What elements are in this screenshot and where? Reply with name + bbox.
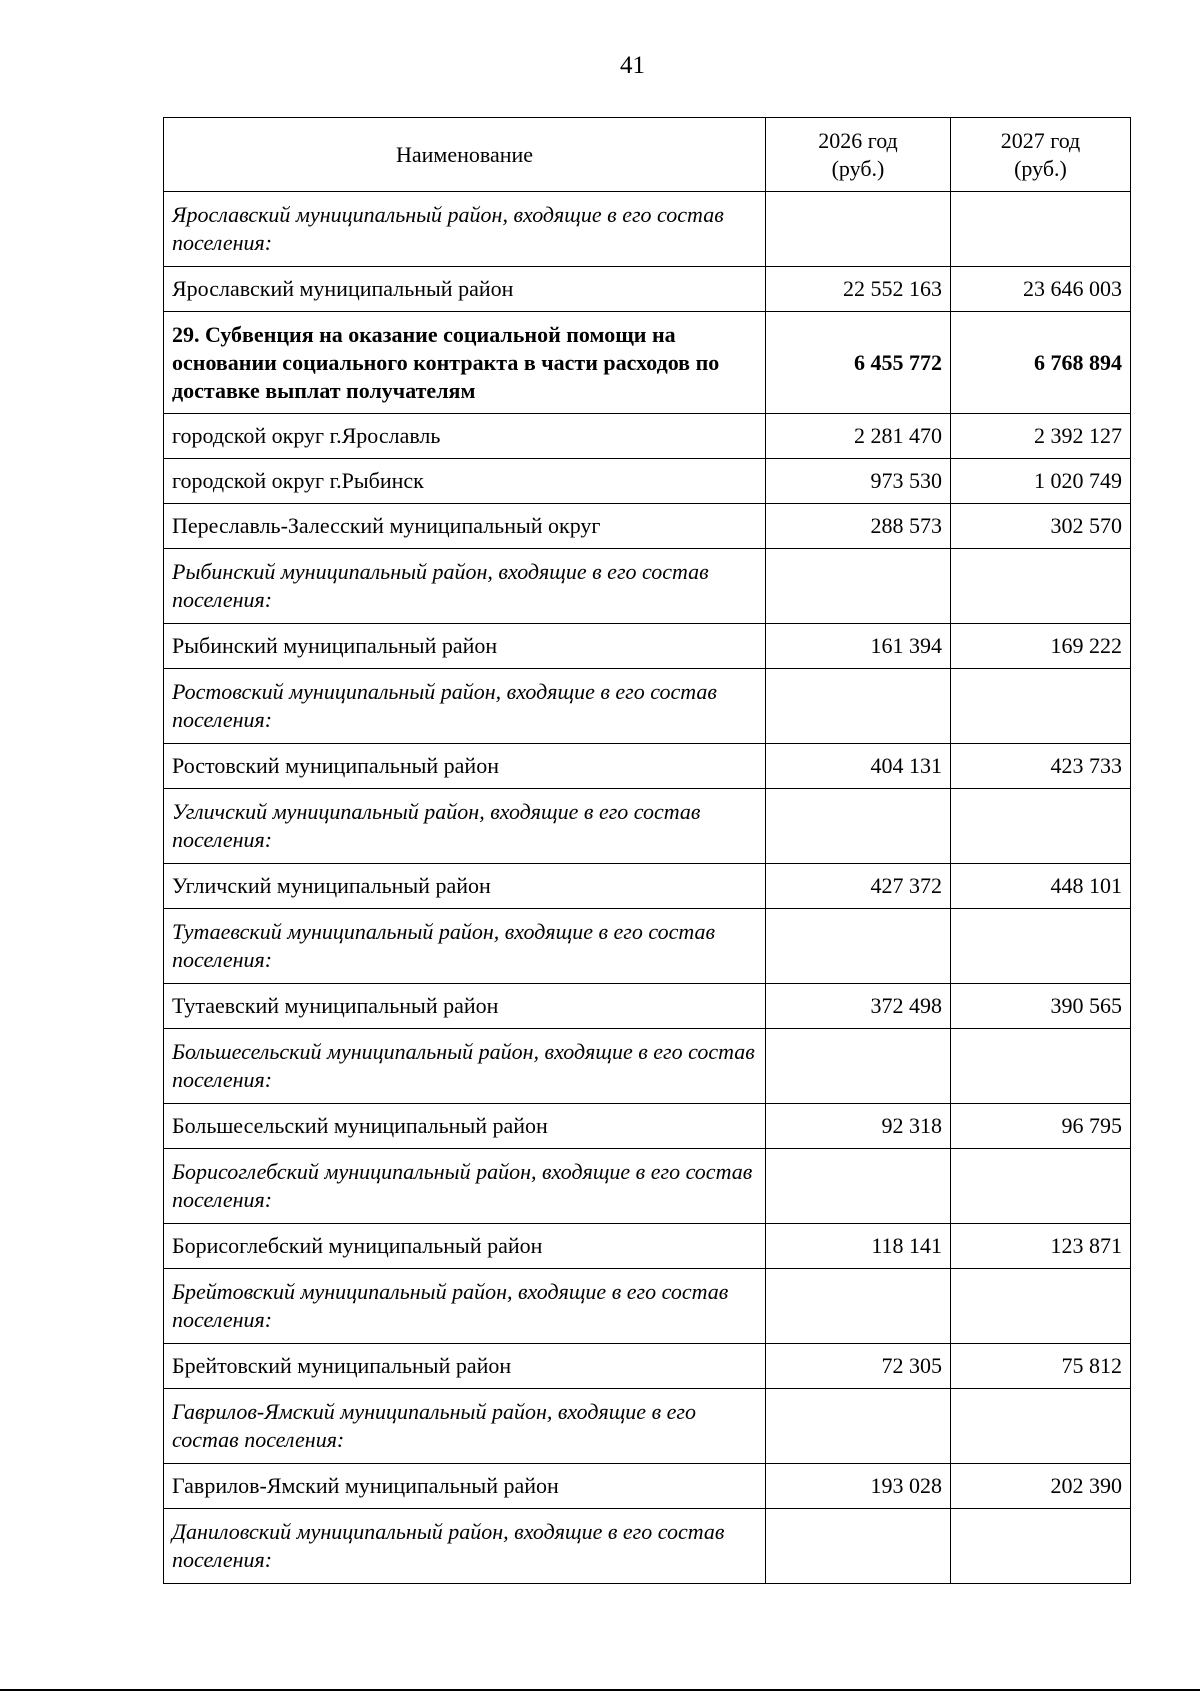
row-value-2027	[951, 1389, 1131, 1464]
row-value-2026	[766, 1029, 951, 1104]
row-value-2027: 302 570	[951, 504, 1131, 549]
row-value-2026: 372 498	[766, 984, 951, 1029]
header-2026-year: 2026 год	[818, 127, 898, 153]
row-value-2027: 6 768 894	[951, 312, 1131, 414]
row-value-2027	[951, 1509, 1131, 1584]
row-value-2027: 202 390	[951, 1464, 1131, 1509]
row-name: Ростовский муниципальный район	[164, 744, 766, 789]
header-2026-unit: (руб.)	[831, 155, 885, 181]
row-value-2027: 448 101	[951, 864, 1131, 909]
row-value-2026: 92 318	[766, 1104, 951, 1149]
row-name: 29. Субвенция на оказание социальной помощи на основании социального контракта в части расходов по доставке выплат получателям	[164, 312, 766, 414]
row-value-2026: 72 305	[766, 1344, 951, 1389]
table-group-row	[164, 549, 1131, 624]
row-name: Рыбинский муниципальный район	[164, 624, 766, 669]
row-value-2027	[951, 669, 1131, 744]
row-name: Ярославский муниципальный район	[164, 267, 766, 312]
row-value-2027: 75 812	[951, 1344, 1131, 1389]
table-group-row	[164, 909, 1131, 984]
header-2027	[951, 118, 1131, 192]
row-name: Угличский муниципальный район, входящие в его состав поселения:	[164, 789, 766, 864]
row-value-2027	[951, 1029, 1131, 1104]
row-value-2027: 123 871	[951, 1224, 1131, 1269]
table-row	[164, 1104, 1131, 1149]
row-name: Борисоглебский муниципальный район	[164, 1224, 766, 1269]
row-name: Большесельский муниципальный район	[164, 1104, 766, 1149]
row-value-2026: 427 372	[766, 864, 951, 909]
row-value-2026: 22 552 163	[766, 267, 951, 312]
row-value-2026	[766, 1389, 951, 1464]
row-value-2027: 2 392 127	[951, 414, 1131, 459]
table-row	[164, 504, 1131, 549]
row-name: Переславль-Залесский муниципальный округ	[164, 504, 766, 549]
page-number: 41	[620, 52, 645, 79]
table-section-row	[164, 312, 1131, 414]
row-name: Даниловский муниципальный район, входящие в его состав поселения:	[164, 1509, 766, 1584]
header-name: Наименование	[164, 118, 766, 192]
bottom-rule	[0, 1689, 1200, 1691]
row-value-2027: 423 733	[951, 744, 1131, 789]
budget-table	[163, 117, 1131, 1584]
row-value-2026: 288 573	[766, 504, 951, 549]
row-value-2026: 193 028	[766, 1464, 951, 1509]
row-value-2027	[951, 192, 1131, 267]
table-group-row	[164, 789, 1131, 864]
row-name: Гаврилов-Ямский муниципальный район, входящие в его состав поселения:	[164, 1389, 766, 1464]
row-value-2027: 23 646 003	[951, 267, 1131, 312]
row-value-2027	[951, 909, 1131, 984]
table-row	[164, 624, 1131, 669]
row-name: Гаврилов-Ямский муниципальный район	[164, 1464, 766, 1509]
row-value-2026: 404 131	[766, 744, 951, 789]
table-row	[164, 459, 1131, 504]
table-row	[164, 414, 1131, 459]
row-value-2026: 2 281 470	[766, 414, 951, 459]
row-value-2026	[766, 669, 951, 744]
row-value-2026	[766, 1149, 951, 1224]
row-name: Рыбинский муниципальный район, входящие в его состав поселения:	[164, 549, 766, 624]
row-value-2027	[951, 1149, 1131, 1224]
row-name: городской округ г.Ярославль	[164, 414, 766, 459]
table-row	[164, 1224, 1131, 1269]
row-value-2027	[951, 1269, 1131, 1344]
row-value-2027	[951, 789, 1131, 864]
row-name: Ярославский муниципальный район, входящие в его состав поселения:	[164, 192, 766, 267]
table-group-row	[164, 1029, 1131, 1104]
row-name: городской округ г.Рыбинск	[164, 459, 766, 504]
table-body	[164, 192, 1131, 1584]
table-header-row	[164, 118, 1131, 192]
row-value-2027: 96 795	[951, 1104, 1131, 1149]
row-value-2026: 6 455 772	[766, 312, 951, 414]
row-value-2026	[766, 549, 951, 624]
row-name: Тутаевский муниципальный район, входящие в его состав поселения:	[164, 909, 766, 984]
row-value-2026: 118 141	[766, 1224, 951, 1269]
row-name: Угличский муниципальный район	[164, 864, 766, 909]
row-value-2026: 973 530	[766, 459, 951, 504]
header-2027-year: 2027 год	[1000, 127, 1081, 153]
row-value-2026	[766, 909, 951, 984]
row-name: Большесельский муниципальный район, входящие в его состав поселения:	[164, 1029, 766, 1104]
row-value-2026	[766, 1509, 951, 1584]
row-name: Борисоглебский муниципальный район, входящие в его состав поселения:	[164, 1149, 766, 1224]
table-row	[164, 864, 1131, 909]
row-value-2027	[951, 549, 1131, 624]
table-group-row	[164, 192, 1131, 267]
row-value-2026	[766, 1269, 951, 1344]
table-group-row	[164, 1269, 1131, 1344]
row-value-2026: 161 394	[766, 624, 951, 669]
header-2026	[766, 118, 951, 192]
table-row	[164, 1464, 1131, 1509]
table-group-row	[164, 1509, 1131, 1584]
row-value-2027: 1 020 749	[951, 459, 1131, 504]
row-name: Тутаевский муниципальный район	[164, 984, 766, 1029]
row-value-2026	[766, 789, 951, 864]
table-row	[164, 984, 1131, 1029]
table-group-row	[164, 1149, 1131, 1224]
header-2027-unit: (руб.)	[1014, 155, 1067, 181]
table-row	[164, 1344, 1131, 1389]
table-group-row	[164, 1389, 1131, 1464]
table-row	[164, 744, 1131, 789]
table-row	[164, 267, 1131, 312]
row-value-2027: 390 565	[951, 984, 1131, 1029]
row-name: Ростовский муниципальный район, входящие в его состав поселения:	[164, 669, 766, 744]
row-name: Брейтовский муниципальный район, входящие в его состав поселения:	[164, 1269, 766, 1344]
row-value-2026	[766, 192, 951, 267]
table-group-row	[164, 669, 1131, 744]
row-value-2027: 169 222	[951, 624, 1131, 669]
row-name: Брейтовский муниципальный район	[164, 1344, 766, 1389]
